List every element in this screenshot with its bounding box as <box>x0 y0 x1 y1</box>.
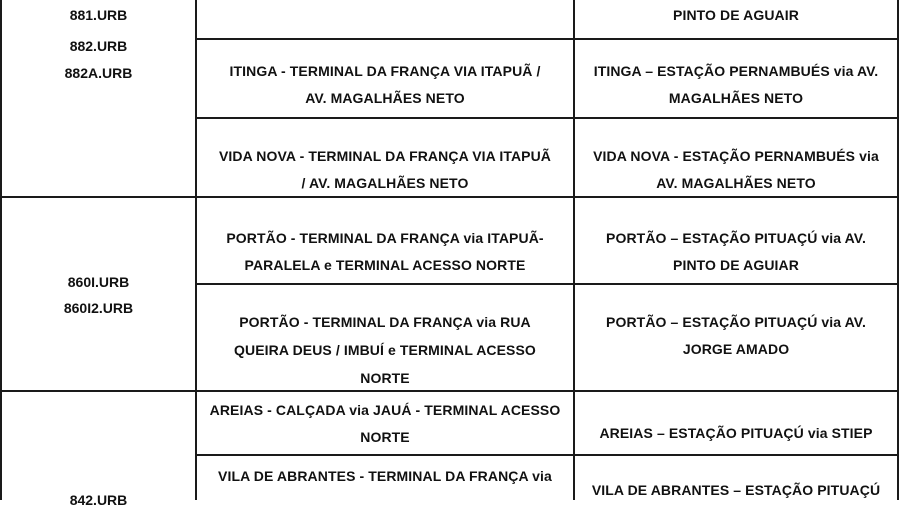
origin-line: / AV. MAGALHÃES NETO <box>301 175 469 191</box>
origin-line: VIDA NOVA - TERMINAL DA FRANÇA VIA ITAPUÃ <box>218 148 552 164</box>
origin-line: ITINGA - TERMINAL DA FRANÇA VIA ITAPUÃ / <box>229 63 541 79</box>
route-code: 881.URB <box>69 7 128 23</box>
row-divider-4 <box>195 454 899 456</box>
row-divider-3 <box>195 283 899 285</box>
destination-line: ITINGA – ESTAÇÃO PERNAMBUÉS via AV. <box>593 63 879 79</box>
destination-line: PINTO DE AGUAIR <box>673 7 799 23</box>
destination-line: VIDA NOVA - ESTAÇÃO PERNAMBUÉS via <box>593 148 879 164</box>
group-divider-1 <box>0 196 899 198</box>
destination-line: PINTO DE AGUIAR <box>673 257 799 273</box>
route-code: 860I2.URB <box>63 300 134 316</box>
origin-line: NORTE <box>360 370 410 386</box>
route-code: 842.URB <box>69 492 128 508</box>
origin-line: AV. MAGALHÃES NETO <box>305 90 465 106</box>
origin-line: NORTE <box>360 429 410 445</box>
right-border <box>897 0 899 500</box>
origin-line: PORTÃO - TERMINAL DA FRANÇA via RUA <box>239 314 531 330</box>
destination-line: VILA DE ABRANTES – ESTAÇÃO PITUAÇÚ <box>591 482 881 498</box>
row-divider-1 <box>195 38 899 40</box>
origin-line: PORTÃO - TERMINAL DA FRANÇA via ITAPUÃ- <box>226 230 544 246</box>
destination-line: PORTÃO – ESTAÇÃO PITUAÇÚ via AV. <box>606 314 866 330</box>
destination-line: AREIAS – ESTAÇÃO PITUAÇÚ via STIEP <box>599 425 873 441</box>
destination-line: MAGALHÃES NETO <box>668 90 804 106</box>
destination-line: JORGE AMADO <box>682 341 790 357</box>
route-code: 882A.URB <box>64 65 133 81</box>
destination-line: PORTÃO – ESTAÇÃO PITUAÇÚ via AV. <box>606 230 866 246</box>
origin-line: QUEIRA DEUS / IMBUÍ e TERMINAL ACESSO <box>234 342 536 358</box>
origin-line: PARALELA e TERMINAL ACESSO NORTE <box>244 257 526 273</box>
origin-line: VILA DE ABRANTES - TERMINAL DA FRANÇA via <box>218 468 552 484</box>
destination-line: AV. MAGALHÃES NETO <box>656 175 816 191</box>
route-code: 860I.URB <box>67 274 130 290</box>
row-divider-2 <box>195 117 899 119</box>
origin-line: AREIAS - CALÇADA via JAUÁ - TERMINAL ACESSO <box>209 402 561 418</box>
route-code: 882.URB <box>69 38 128 54</box>
